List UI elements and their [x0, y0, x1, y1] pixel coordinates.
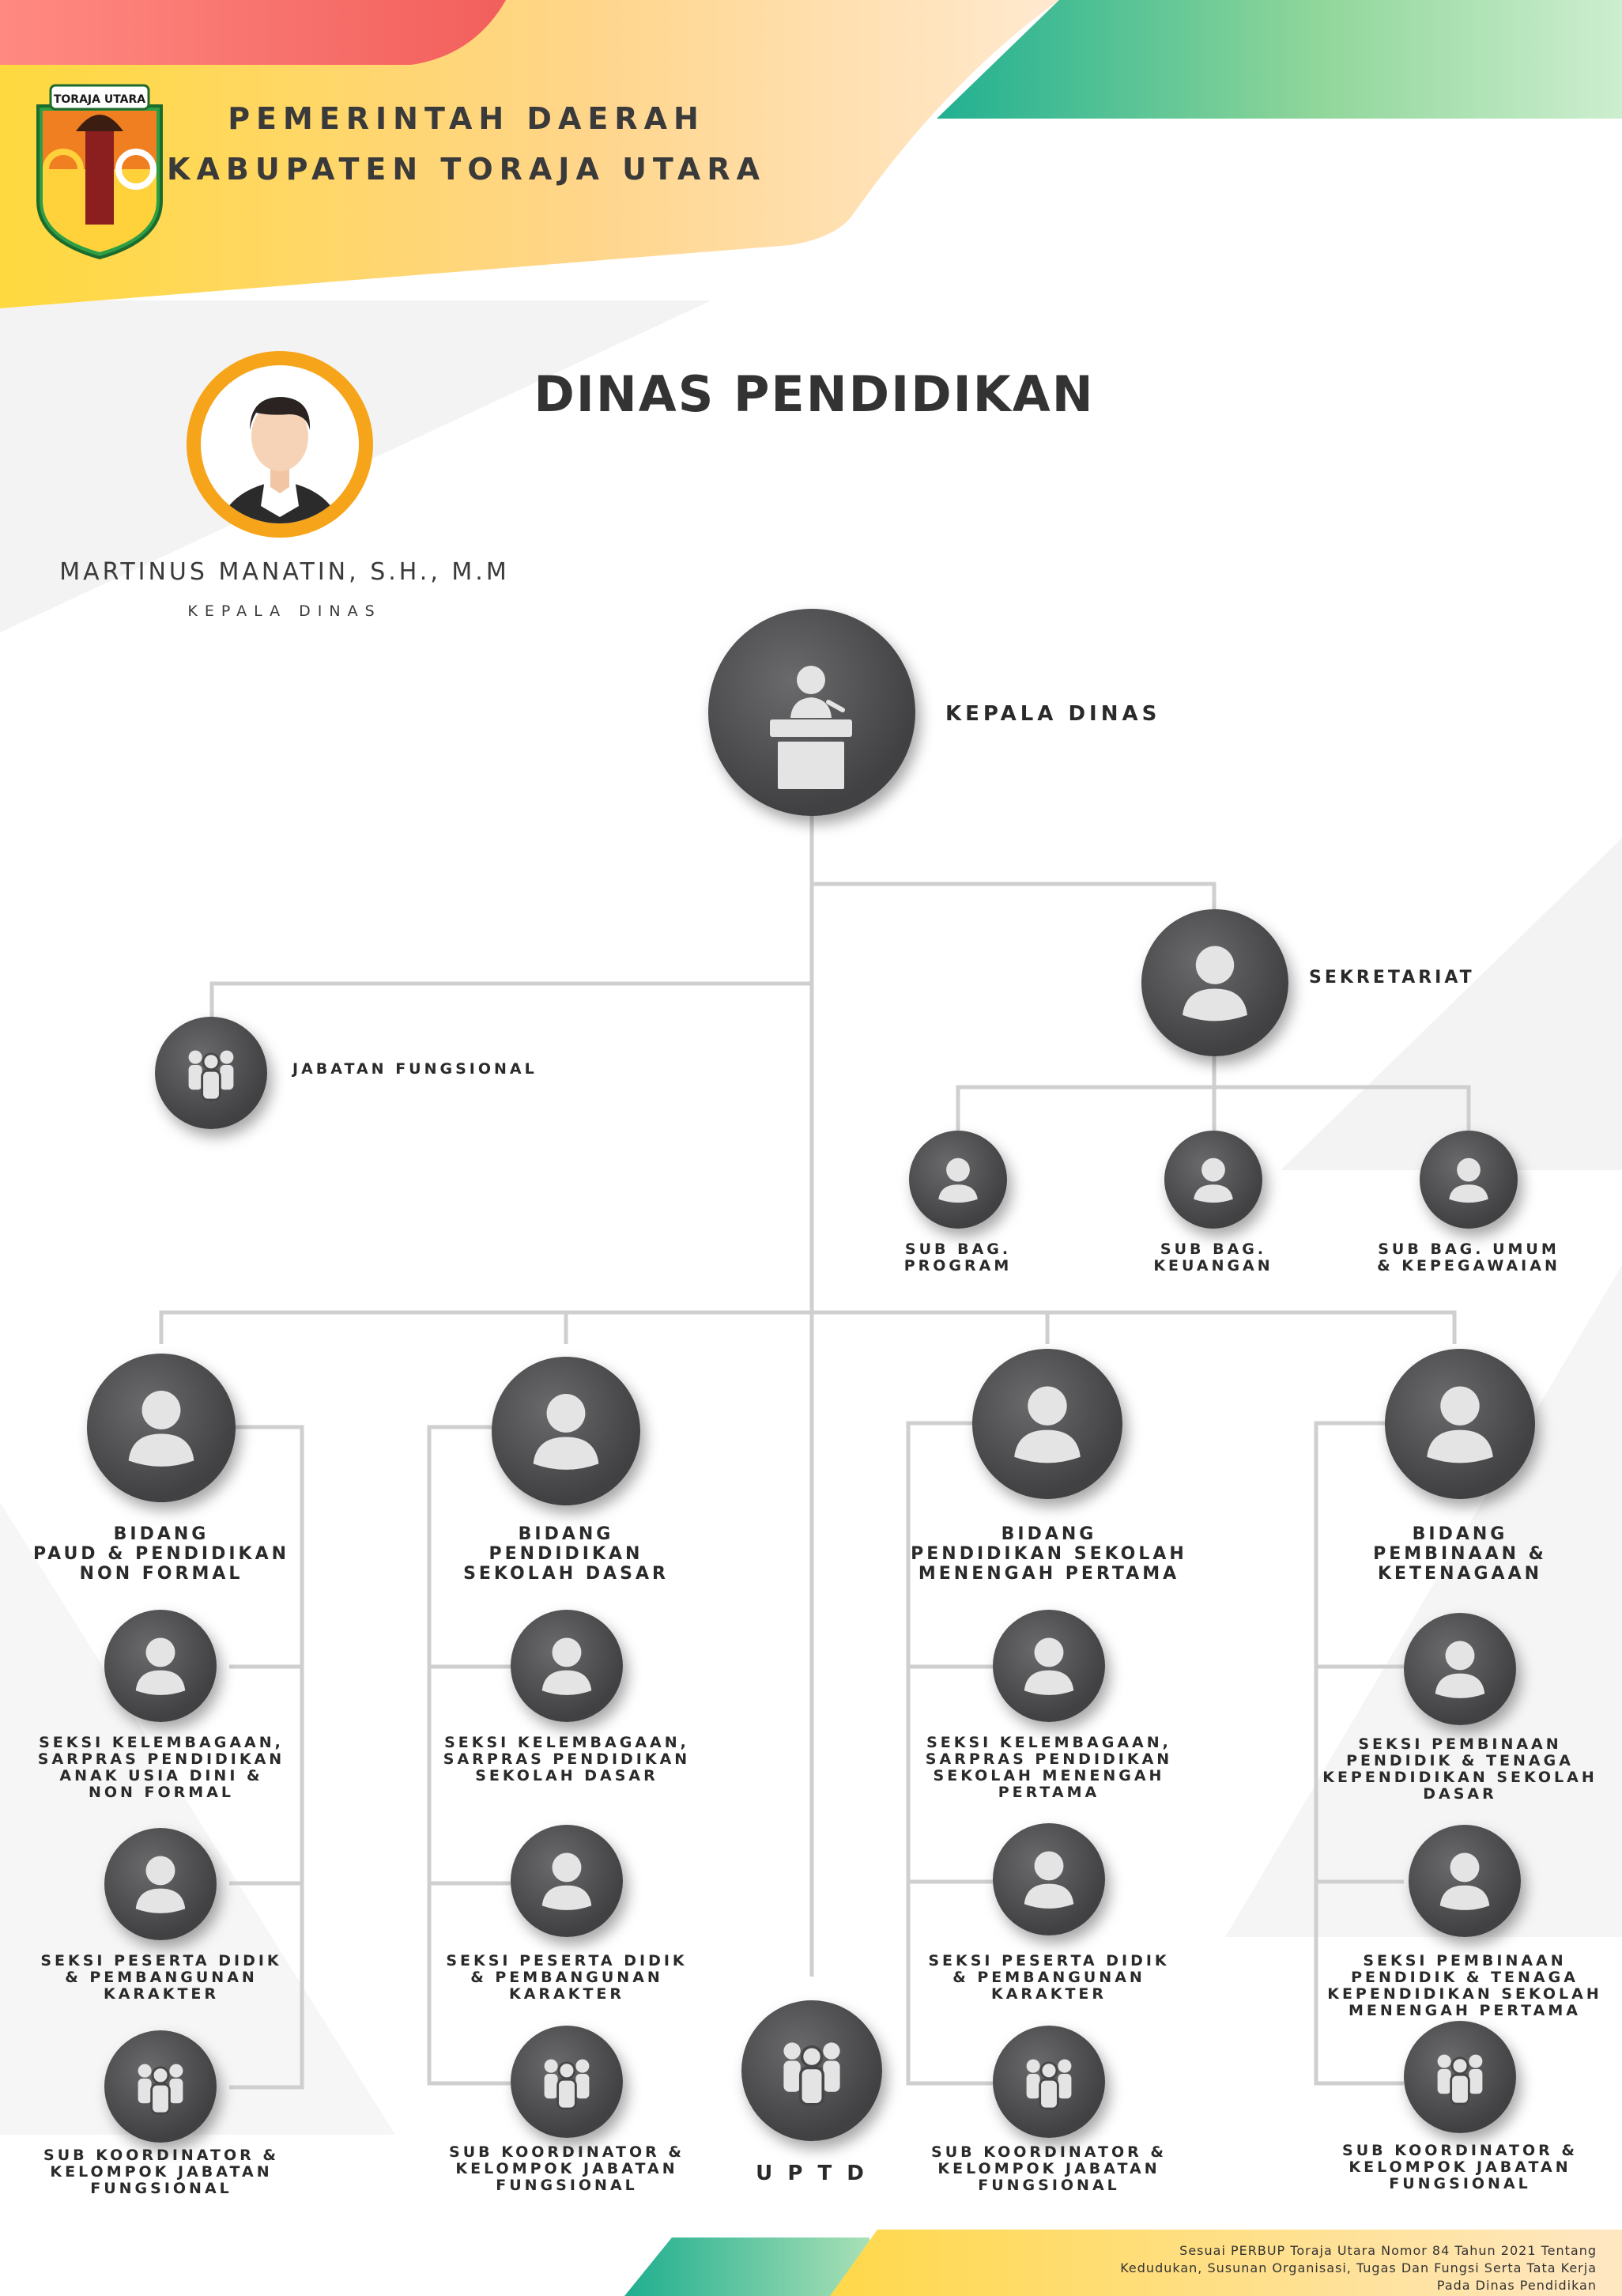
footer-note: Sesuai PERBUP Toraja Utara Nomor 84 Tahun 2021 Tentang Kedudukan, Susunan Organisasi, Tugas Dan Fungsi Serta Tata Kerja Pada Dinas Pendidikan: [1120, 2243, 1597, 2293]
seksi-kelembagaan-smp-label: SEKSI KELEMBAGAAN, SARPRAS PENDIDIKAN SEKOLAH MENENGAH PERTAMA: [925, 1734, 1173, 1801]
seksi-kelembagaan-paud-node[interactable]: [104, 1610, 217, 1722]
uptd-node[interactable]: [741, 2000, 882, 2141]
sub-koordinator-smp-node[interactable]: [993, 2026, 1105, 2138]
uptd-label: U P T D: [756, 2162, 868, 2185]
person-icon: [104, 1610, 217, 1722]
seksi-kelembagaan-sd-label: SEKSI KELEMBAGAAN, SARPRAS PENDIDIKAN SEKOLAH DASAR: [443, 1734, 691, 1784]
seksi-peserta-didik-sd-label: SEKSI PESERTA DIDIK & PEMBANGUNAN KARAKTER: [446, 1952, 688, 2003]
sub-koordinator-paud-label: SUB KOORDINATOR & KELOMPOK JABATAN FUNGSIONAL: [43, 2147, 279, 2197]
group-people-icon: [104, 2030, 217, 2143]
person-icon: [1409, 1825, 1521, 1937]
person-icon: [993, 1610, 1105, 1722]
sub-koordinator-smp-label: SUB KOORDINATOR & KELOMPOK JABATAN FUNGSIONAL: [931, 2143, 1167, 2194]
group-people-icon: [155, 1017, 267, 1129]
seksi-pembinaan-smp-label: SEKSI PEMBINAAN PENDIDIK & TENAGA KEPENDIDIKAN SEKOLAH MENENGAH PERTAMA: [1327, 1952, 1602, 2019]
person-icon: [1404, 1613, 1516, 1725]
seksi-kelembagaan-sd-node[interactable]: [511, 1610, 623, 1722]
logo-text: TORAJA UTARA: [53, 93, 146, 106]
person-icon: [972, 1349, 1122, 1499]
group-people-icon: [511, 2026, 623, 2138]
jabatan-fungsional-node[interactable]: [155, 1017, 267, 1129]
seksi-pembinaan-sd-label: SEKSI PEMBINAAN PENDIDIK & TENAGA KEPENDIDIKAN SEKOLAH DASAR: [1322, 1735, 1597, 1803]
bidang-pembinaan-node[interactable]: [1385, 1349, 1535, 1499]
person-icon: [511, 1610, 623, 1722]
kepala-dinas-label: KEPALA DINAS: [945, 702, 1161, 726]
head-person-name: MARTINUS MANATIN, S.H., M.M: [59, 558, 510, 586]
regency-logo: [30, 82, 169, 261]
sub-koordinator-sd-node[interactable]: [511, 2026, 623, 2138]
person-icon: [87, 1354, 236, 1502]
group-people-icon: [741, 2000, 882, 2141]
person-icon: [511, 1825, 623, 1937]
group-people-icon: [1404, 2021, 1516, 2133]
kepala-dinas-node[interactable]: [708, 609, 915, 816]
sekretariat-label: SEKRETARIAT: [1309, 968, 1475, 988]
sub-bag-keuangan-label: SUB BAG. KEUANGAN: [1153, 1241, 1273, 1275]
head-person-position: KEPALA DINAS: [187, 602, 382, 620]
bidang-paud-node[interactable]: [87, 1354, 236, 1502]
sub-bag-program-label: SUB BAG. PROGRAM: [903, 1241, 1013, 1275]
person-icon: [909, 1131, 1007, 1229]
seksi-peserta-didik-smp-label: SEKSI PESERTA DIDIK & PEMBANGUNAN KARAKTER: [928, 1952, 1170, 2003]
page-title: DINAS PENDIDIKAN: [534, 365, 1095, 423]
sub-bag-umum-label: SUB BAG. UMUM & KEPEGAWAIAN: [1377, 1241, 1560, 1275]
bidang-paud-label: BIDANG PAUD & PENDIDIKAN NON FORMAL: [32, 1524, 290, 1584]
bidang-smp-node[interactable]: [972, 1349, 1122, 1499]
sub-koordinator-paud-node[interactable]: [104, 2030, 217, 2143]
bidang-sd-node[interactable]: [492, 1357, 640, 1505]
bidang-pembinaan-label: BIDANG PEMBINAAN & KETENAGAAN: [1373, 1524, 1547, 1584]
seksi-peserta-didik-paud-label: SEKSI PESERTA DIDIK & PEMBANGUNAN KARAKTER: [40, 1952, 282, 2003]
seksi-peserta-didik-sd-node[interactable]: [511, 1825, 623, 1937]
group-people-icon: [993, 2026, 1105, 2138]
person-icon: [104, 1828, 217, 1940]
header-line2: KABUPATEN TORAJA UTARA: [167, 152, 766, 187]
seksi-peserta-didik-paud-node[interactable]: [104, 1828, 217, 1940]
podium-speaker-icon: [708, 609, 915, 816]
seksi-kelembagaan-smp-node[interactable]: [993, 1610, 1105, 1722]
seksi-peserta-didik-smp-node[interactable]: [993, 1823, 1105, 1935]
person-icon: [1141, 909, 1288, 1056]
seksi-pembinaan-sd-node[interactable]: [1404, 1613, 1516, 1725]
person-icon: [993, 1823, 1105, 1935]
sub-bag-program-node[interactable]: [909, 1131, 1007, 1229]
sub-bag-umum-node[interactable]: [1420, 1131, 1518, 1229]
sub-koordinator-sd-label: SUB KOORDINATOR & KELOMPOK JABATAN FUNGSIONAL: [449, 2143, 685, 2194]
sub-koordinator-pembinaan-node[interactable]: [1404, 2021, 1516, 2133]
header-line1: PEMERINTAH DAERAH: [228, 101, 705, 136]
person-icon: [1164, 1131, 1262, 1229]
sub-koordinator-pembinaan-label: SUB KOORDINATOR & KELOMPOK JABATAN FUNGSIONAL: [1342, 2142, 1578, 2192]
person-icon: [1385, 1349, 1535, 1499]
jabatan-fungsional-label: JABATAN FUNGSIONAL: [292, 1060, 538, 1078]
sub-bag-keuangan-node[interactable]: [1164, 1131, 1262, 1229]
person-icon: [1420, 1131, 1518, 1229]
person-icon: [492, 1357, 640, 1505]
sekretariat-node[interactable]: [1141, 909, 1288, 1056]
seksi-kelembagaan-paud-label: SEKSI KELEMBAGAAN, SARPRAS PENDIDIKAN ANAK USIA DINI & NON FORMAL: [37, 1734, 285, 1801]
head-avatar: [183, 348, 376, 541]
bidang-sd-label: BIDANG PENDIDIKAN SEKOLAH DASAR: [463, 1524, 669, 1584]
seksi-pembinaan-smp-node[interactable]: [1409, 1825, 1521, 1937]
bidang-smp-label: BIDANG PENDIDIKAN SEKOLAH MENENGAH PERTAMA: [911, 1524, 1187, 1584]
